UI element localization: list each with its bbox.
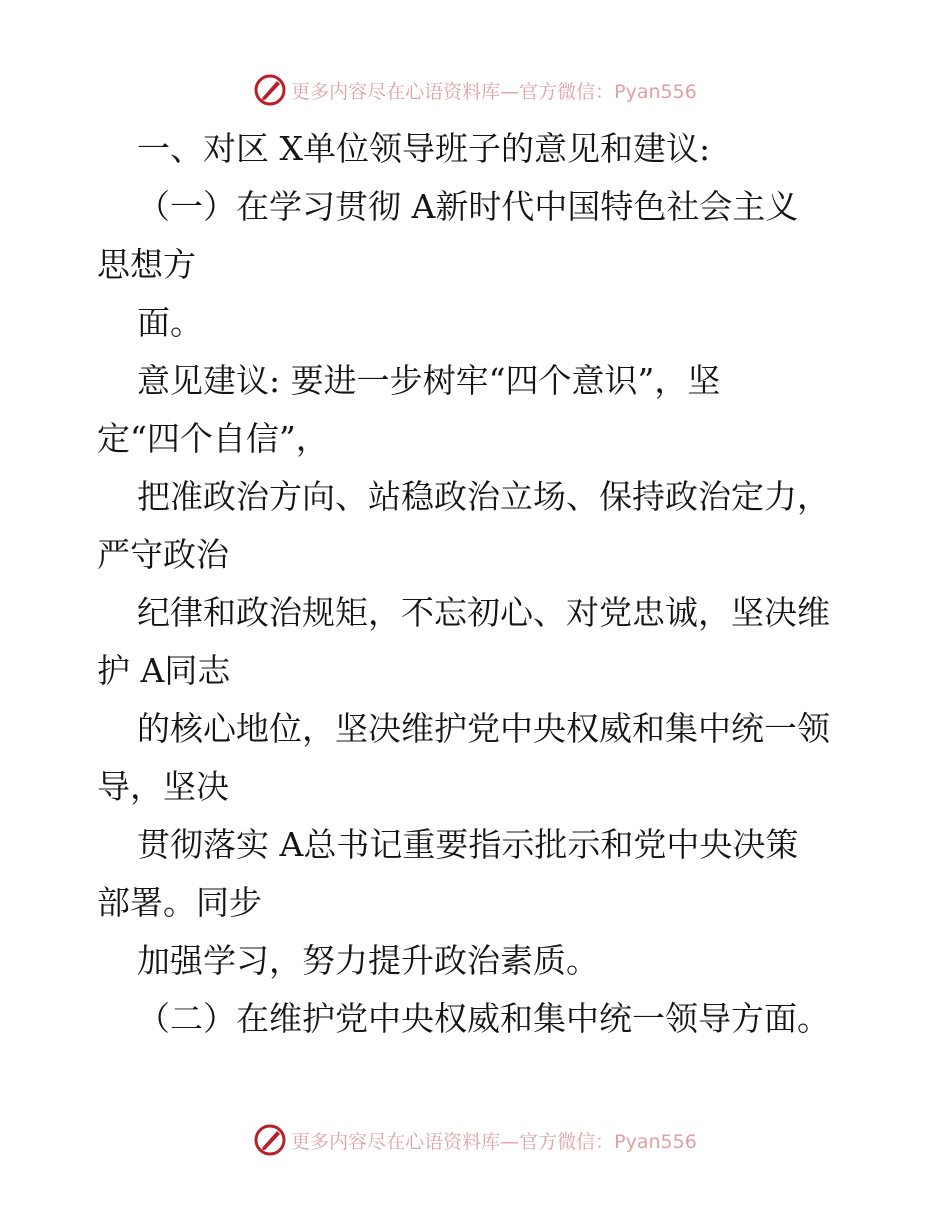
text-line: 纪律和政治规矩，不忘初心、对党忠诚，坚决维 (137, 593, 830, 632)
document-body (97, 120, 917, 1048)
quill-pen-circle-icon (253, 73, 287, 107)
text-line: 导，坚决 (97, 767, 229, 806)
watermark-text: 更多内容尽在心语资料库—官方微信：Pyan556 (291, 1130, 697, 1153)
text-line: 思想方 (97, 245, 196, 284)
text-line: 定“四个自信”， (97, 419, 329, 458)
text-line: 意见建议: 要进一步树牢“四个意识”，坚 (137, 361, 721, 400)
text-line: 护 A同志 (97, 651, 231, 690)
text-line: 的核心地位，坚决维护党中央权威和集中统一领 (137, 709, 830, 748)
section-heading-1: 一、对区 X单位领导班子的意见和建议: (137, 129, 711, 168)
text-line: 面。 (137, 303, 203, 342)
subsection-heading-1: （一）在学习贯彻 A新时代中国特色社会主义 (137, 187, 799, 226)
subsection-heading-2: （二）在维护党中央权威和集中统一领导方面。 (137, 999, 830, 1038)
text-line: 把准政治方向、站稳政治立场、保持政治定力， (137, 477, 830, 516)
quill-pen-circle-icon (253, 1123, 287, 1157)
watermark-text: 更多内容尽在心语资料库—官方微信：Pyan556 (291, 80, 697, 103)
footer-watermark (0, 1120, 950, 1160)
text-line: 加强学习，努力提升政治素质。 (137, 941, 599, 980)
text-line: 部署。同步 (97, 883, 262, 922)
text-line: 严守政治 (97, 535, 229, 574)
header-watermark (0, 70, 950, 110)
text-line: 贯彻落实 A总书记重要指示批示和党中央决策 (137, 825, 799, 864)
